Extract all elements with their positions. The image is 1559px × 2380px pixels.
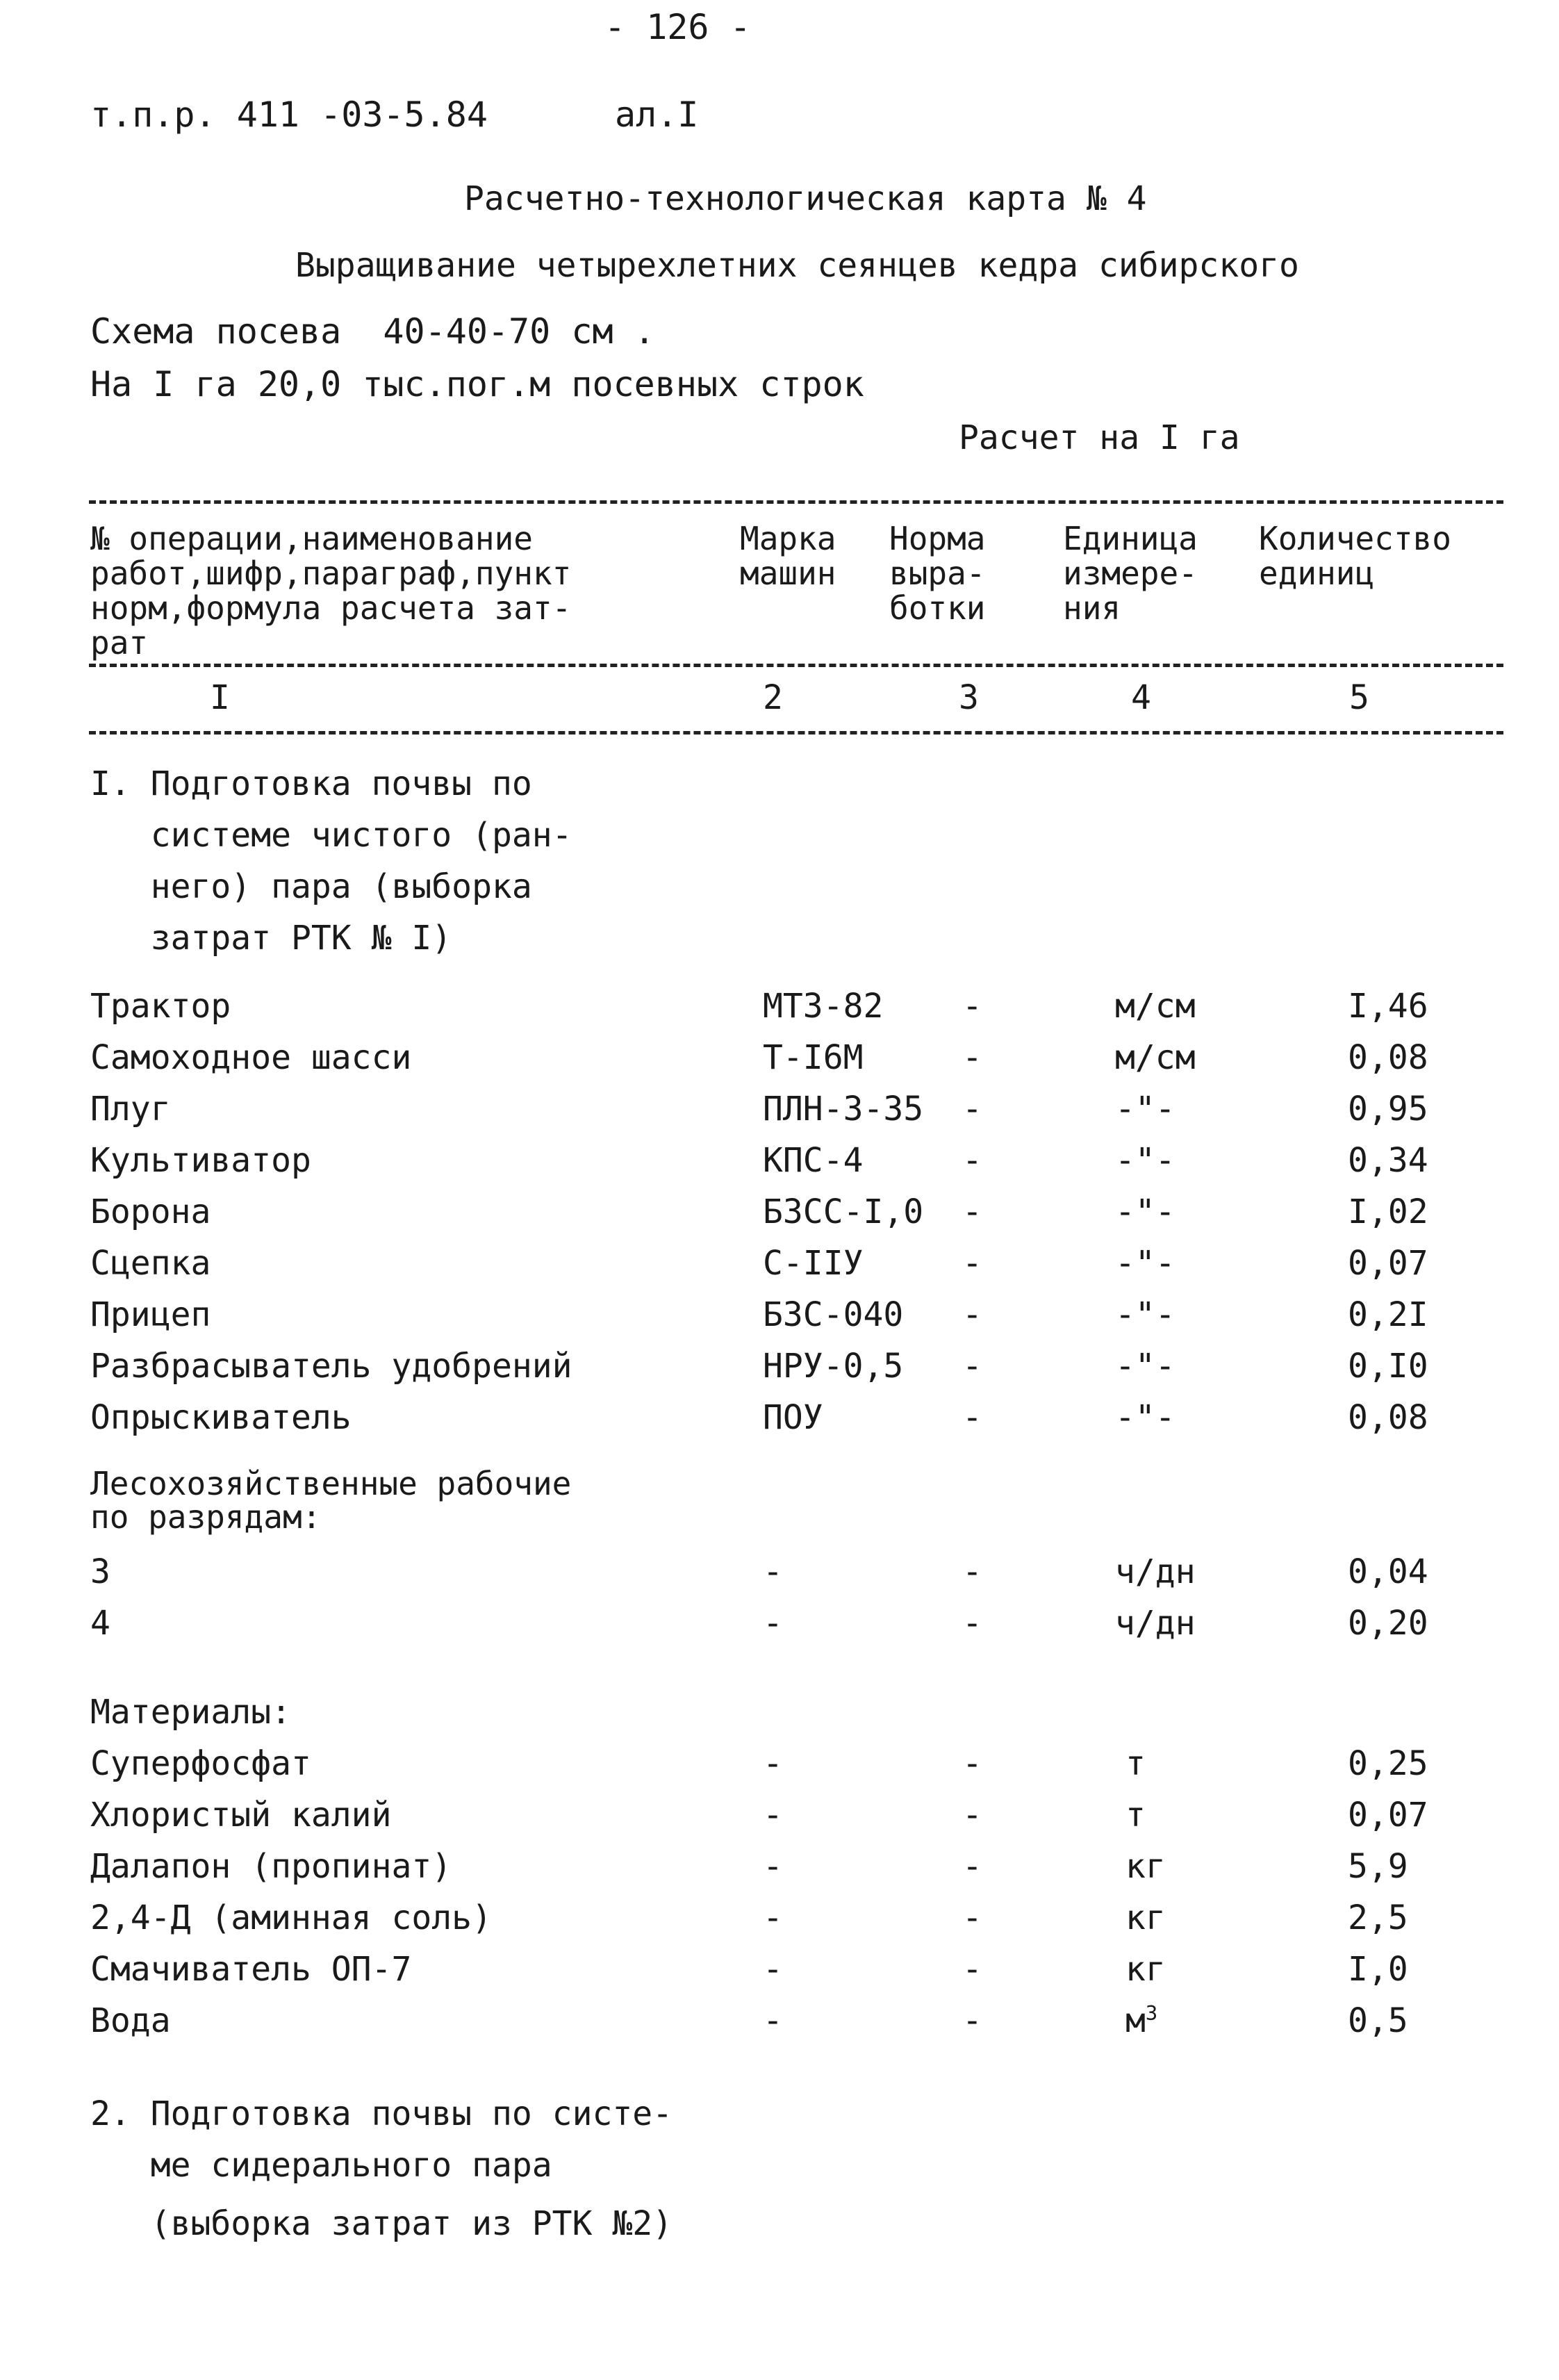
row-unit: -"- bbox=[1115, 1398, 1176, 1437]
row-name: Борона bbox=[90, 1192, 211, 1231]
row-name: Сцепка bbox=[90, 1244, 211, 1283]
col1-header-line: работ,шифр,параграф,пункт bbox=[90, 555, 572, 592]
row-name: Трактор bbox=[90, 987, 231, 1026]
row-qty: I,02 bbox=[1348, 1192, 1428, 1231]
row-mark: НРУ-0,5 bbox=[763, 1347, 904, 1386]
row-name: Вода bbox=[90, 2001, 171, 2040]
page-number: - 126 - bbox=[604, 7, 751, 47]
section-heading-line: 2. Подготовка почвы по систе- bbox=[90, 2094, 673, 2133]
doc-code: т.п.р. 411 -03-5.84 bbox=[90, 95, 488, 135]
column-number: 2 bbox=[763, 678, 783, 717]
row-mark: БЗСС-I,0 bbox=[763, 1192, 924, 1231]
row-unit: т bbox=[1125, 1796, 1146, 1835]
row-name: 3 bbox=[90, 1552, 110, 1591]
row-mark: КПС-4 bbox=[763, 1141, 864, 1180]
row-unit: -"- bbox=[1115, 1244, 1176, 1283]
row-name: Хлористый калий bbox=[90, 1796, 392, 1835]
col4-header-line: измере- bbox=[1063, 555, 1198, 592]
row-mark: - bbox=[763, 1796, 783, 1835]
page-subtitle: Выращивание четырехлетних сеянцев кедра сибирского bbox=[295, 246, 1299, 285]
row-mark: С-IIУ bbox=[763, 1244, 864, 1283]
row-mark: - bbox=[763, 1552, 783, 1591]
col1-header-line: рат bbox=[90, 624, 149, 662]
col3-header-line: Норма bbox=[889, 520, 986, 557]
row-norm: - bbox=[962, 1141, 982, 1180]
row-norm: - bbox=[962, 1796, 982, 1835]
row-qty: I,46 bbox=[1348, 987, 1428, 1026]
row-name: Плуг bbox=[90, 1090, 171, 1129]
row-mark: - bbox=[763, 1744, 783, 1783]
row-name: Самоходное шасси bbox=[90, 1038, 412, 1077]
row-qty: 0,5 bbox=[1348, 2001, 1408, 2040]
row-qty: 0,08 bbox=[1348, 1038, 1428, 1077]
row-qty: 0,95 bbox=[1348, 1090, 1428, 1129]
row-qty: 0,34 bbox=[1348, 1141, 1428, 1180]
row-unit: -"- bbox=[1115, 1090, 1176, 1129]
row-name: Суперфосфат bbox=[90, 1744, 311, 1783]
row-unit bbox=[1125, 2001, 1158, 2040]
column-number: 3 bbox=[959, 678, 979, 717]
section-heading-line: него) пара (выборка bbox=[90, 867, 532, 906]
materials-title: Материалы: bbox=[90, 1693, 291, 1732]
row-name: Культиватор bbox=[90, 1141, 311, 1180]
section-heading-line: затрат РТК № I) bbox=[90, 919, 452, 958]
row-unit: -"- bbox=[1115, 1295, 1176, 1334]
row-unit: -"- bbox=[1115, 1141, 1176, 1180]
row-qty: 0,25 bbox=[1348, 1744, 1428, 1783]
row-norm: - bbox=[962, 1244, 982, 1283]
section-heading-line: I. Подготовка почвы по bbox=[90, 764, 532, 803]
row-norm: - bbox=[962, 1192, 982, 1231]
row-mark: - bbox=[763, 1604, 783, 1643]
col4-header-line: ния bbox=[1063, 589, 1121, 627]
row-qty: 5,9 bbox=[1348, 1847, 1408, 1886]
row-norm: - bbox=[962, 1038, 982, 1077]
row-unit: -"- bbox=[1115, 1347, 1176, 1386]
section-heading-line: ме сидерального пара bbox=[90, 2146, 552, 2185]
row-qty: 0,08 bbox=[1348, 1398, 1428, 1437]
row-name: Разбрасыватель удобрений bbox=[90, 1347, 572, 1386]
col4-header-line: Единица bbox=[1063, 520, 1198, 557]
unit-exponent: 3 bbox=[1145, 2001, 1158, 2025]
row-unit: -"- bbox=[1115, 1192, 1176, 1231]
row-unit: ч/дн bbox=[1115, 1552, 1196, 1591]
workers-title-line: по разрядам: bbox=[90, 1498, 322, 1536]
row-qty: 0,I0 bbox=[1348, 1347, 1428, 1386]
sowing-scheme: Схема посева 40-40-70 см . bbox=[90, 311, 655, 352]
row-norm: - bbox=[962, 1744, 982, 1783]
row-norm: - bbox=[962, 1847, 982, 1886]
row-norm: - bbox=[962, 1898, 982, 1937]
row-unit: ч/дн bbox=[1115, 1604, 1196, 1643]
row-norm: - bbox=[962, 1398, 982, 1437]
row-mark: ПОУ bbox=[763, 1398, 823, 1437]
row-qty: 0,20 bbox=[1348, 1604, 1428, 1643]
col5-header-line: Количество bbox=[1259, 520, 1451, 557]
row-mark: БЗС-040 bbox=[763, 1295, 904, 1334]
row-mark: Т-I6М bbox=[763, 1038, 864, 1077]
row-qty: 0,2I bbox=[1348, 1295, 1428, 1334]
row-norm: - bbox=[962, 2001, 982, 2040]
row-mark: - bbox=[763, 1898, 783, 1937]
row-qty: 0,04 bbox=[1348, 1552, 1428, 1591]
col2-header-line: Марка bbox=[740, 520, 836, 557]
row-qty: 2,5 bbox=[1348, 1898, 1408, 1937]
row-name: 4 bbox=[90, 1604, 110, 1643]
row-unit: т bbox=[1125, 1744, 1146, 1783]
row-unit: м/см bbox=[1115, 1038, 1196, 1077]
col2-header-line: машин bbox=[740, 555, 836, 592]
workers-title-line: Лесохозяйственные рабочие bbox=[90, 1465, 572, 1502]
row-mark: - bbox=[763, 1847, 783, 1886]
col1-header-line: норм,формула расчета зат- bbox=[90, 589, 572, 627]
row-unit: кг bbox=[1125, 1847, 1166, 1886]
section-heading-line: системе чистого (ран- bbox=[90, 816, 572, 855]
row-name: Смачиватель ОП-7 bbox=[90, 1950, 412, 1989]
row-norm: - bbox=[962, 1552, 982, 1591]
column-number: I bbox=[210, 678, 230, 717]
row-unit: кг bbox=[1125, 1950, 1166, 1989]
row-mark: ПЛН-3-35 bbox=[763, 1090, 924, 1129]
row-name: 2,4-Д (аминная соль) bbox=[90, 1898, 492, 1937]
table-top-rule bbox=[89, 500, 1503, 504]
row-name: Прицеп bbox=[90, 1295, 211, 1334]
column-number: 5 bbox=[1349, 678, 1369, 717]
row-mark: - bbox=[763, 2001, 783, 2040]
page-title: Расчетно-технологическая карта № 4 bbox=[464, 179, 1147, 218]
table-header-rule bbox=[89, 664, 1503, 667]
col3-header-line: ботки bbox=[889, 589, 986, 627]
col1-header-line: № операции,наименование bbox=[90, 520, 533, 557]
row-norm: - bbox=[962, 1090, 982, 1129]
row-norm: - bbox=[962, 1295, 982, 1334]
calc-note: Расчет на I га bbox=[959, 418, 1240, 457]
row-name: Опрыскиватель bbox=[90, 1398, 352, 1437]
row-norm: - bbox=[962, 1950, 982, 1989]
column-number: 4 bbox=[1131, 678, 1151, 717]
row-qty: I,0 bbox=[1348, 1950, 1408, 1989]
row-name: Далапон (пропинат) bbox=[90, 1847, 452, 1886]
row-norm: - bbox=[962, 1604, 982, 1643]
section-heading-line: (выборка затрат из РТК №2) bbox=[90, 2204, 673, 2243]
col5-header-line: единиц bbox=[1259, 555, 1375, 592]
row-mark: - bbox=[763, 1950, 783, 1989]
row-norm: - bbox=[962, 987, 982, 1026]
row-unit: кг bbox=[1125, 1898, 1166, 1937]
col3-header-line: выра- bbox=[889, 555, 986, 592]
table-columns-rule bbox=[89, 731, 1503, 734]
row-unit: м/см bbox=[1115, 987, 1196, 1026]
row-mark: МТЗ-82 bbox=[763, 987, 884, 1026]
row-qty: 0,07 bbox=[1348, 1796, 1428, 1835]
row-norm: - bbox=[962, 1347, 982, 1386]
row-qty: 0,07 bbox=[1348, 1244, 1428, 1283]
per-hectare-note: На I га 20,0 тыс.пог.м посевных строк bbox=[90, 364, 864, 404]
album-number: ал.I bbox=[615, 95, 699, 135]
unit-base: м bbox=[1125, 2001, 1146, 2040]
